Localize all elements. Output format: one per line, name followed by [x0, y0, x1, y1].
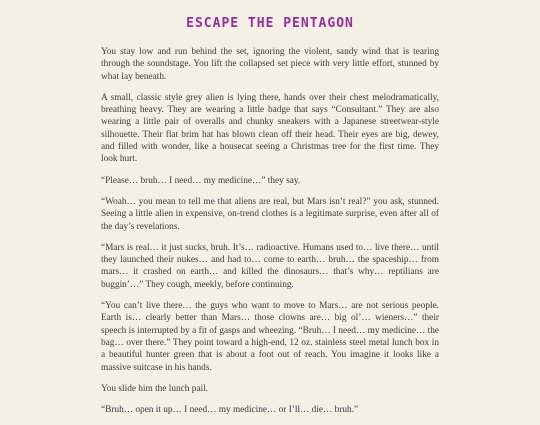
story-paragraph: “Bruh… open it up… I need… my medicine… or I’ll… die… bruh.”	[101, 405, 359, 416]
story-paragraph: You slide him the lunch pail.	[101, 383, 209, 394]
story-paragraph: You stay low and run behind the set, ignoring the violent, sandy wind that is tearing through the soundstage. You lift the collapsed set piece with very little effort, stunned by what lay beneath.	[101, 47, 439, 82]
story-paragraph: “Woah… you mean to tell me that aliens are real, but Mars isn’t real?” you ask, stunned. Seeing a little alien in expensive, on-trend clothes is a legitimate surprise, even after all of the day’s revelations.	[101, 196, 439, 232]
story-text	[101, 46, 439, 425]
page-title: ESCAPE THE PENTAGON	[186, 16, 354, 31]
story-paragraph: “Mars is real… it just sucks, bruh. It’s… radioactive. Humans used to… live there… until they launched their nukes… and had to… come to earth… bruh… the spaceship… from mars… it crashed on earth… and killed the dinosaurs… that’s why… reptilians are buggin’…” They cough, meekly, before continuing.	[101, 242, 439, 290]
story-paragraph: “You can’t live there… the guys who want to move to Mars… are not serious people. Earth is… clearly better than Mars… those clowns are… big ol’… wieners…” their speech is interrupted by a fit of gasps and wheezing. “Bruh… I need… my medicine… the bag… over there.” They point toward a high-end, 12 oz. stainless steel metal lunch box in a beautiful hunter green that is about a foot out of reach. You imagine it looks like a massive suitcase in his hands.	[101, 301, 439, 373]
story-paragraph: “Please… bruh… I need… my medicine…” they say.	[101, 175, 301, 186]
story-paragraph: A small, classic style grey alien is lying there, hands over their chest melodramatically, breathing heavy. They are wearing a little badge that says “Consultant.” They are also wearing a little pair of overalls and chunky sneakers with a Japanese streetwear-style silhouette. Their flat brim hat has blown clean off their head. Their eyes are big, dewey, and filled with wonder, like a housecat seeing a Christmas tree for the first time. They look hurt.	[101, 92, 439, 165]
